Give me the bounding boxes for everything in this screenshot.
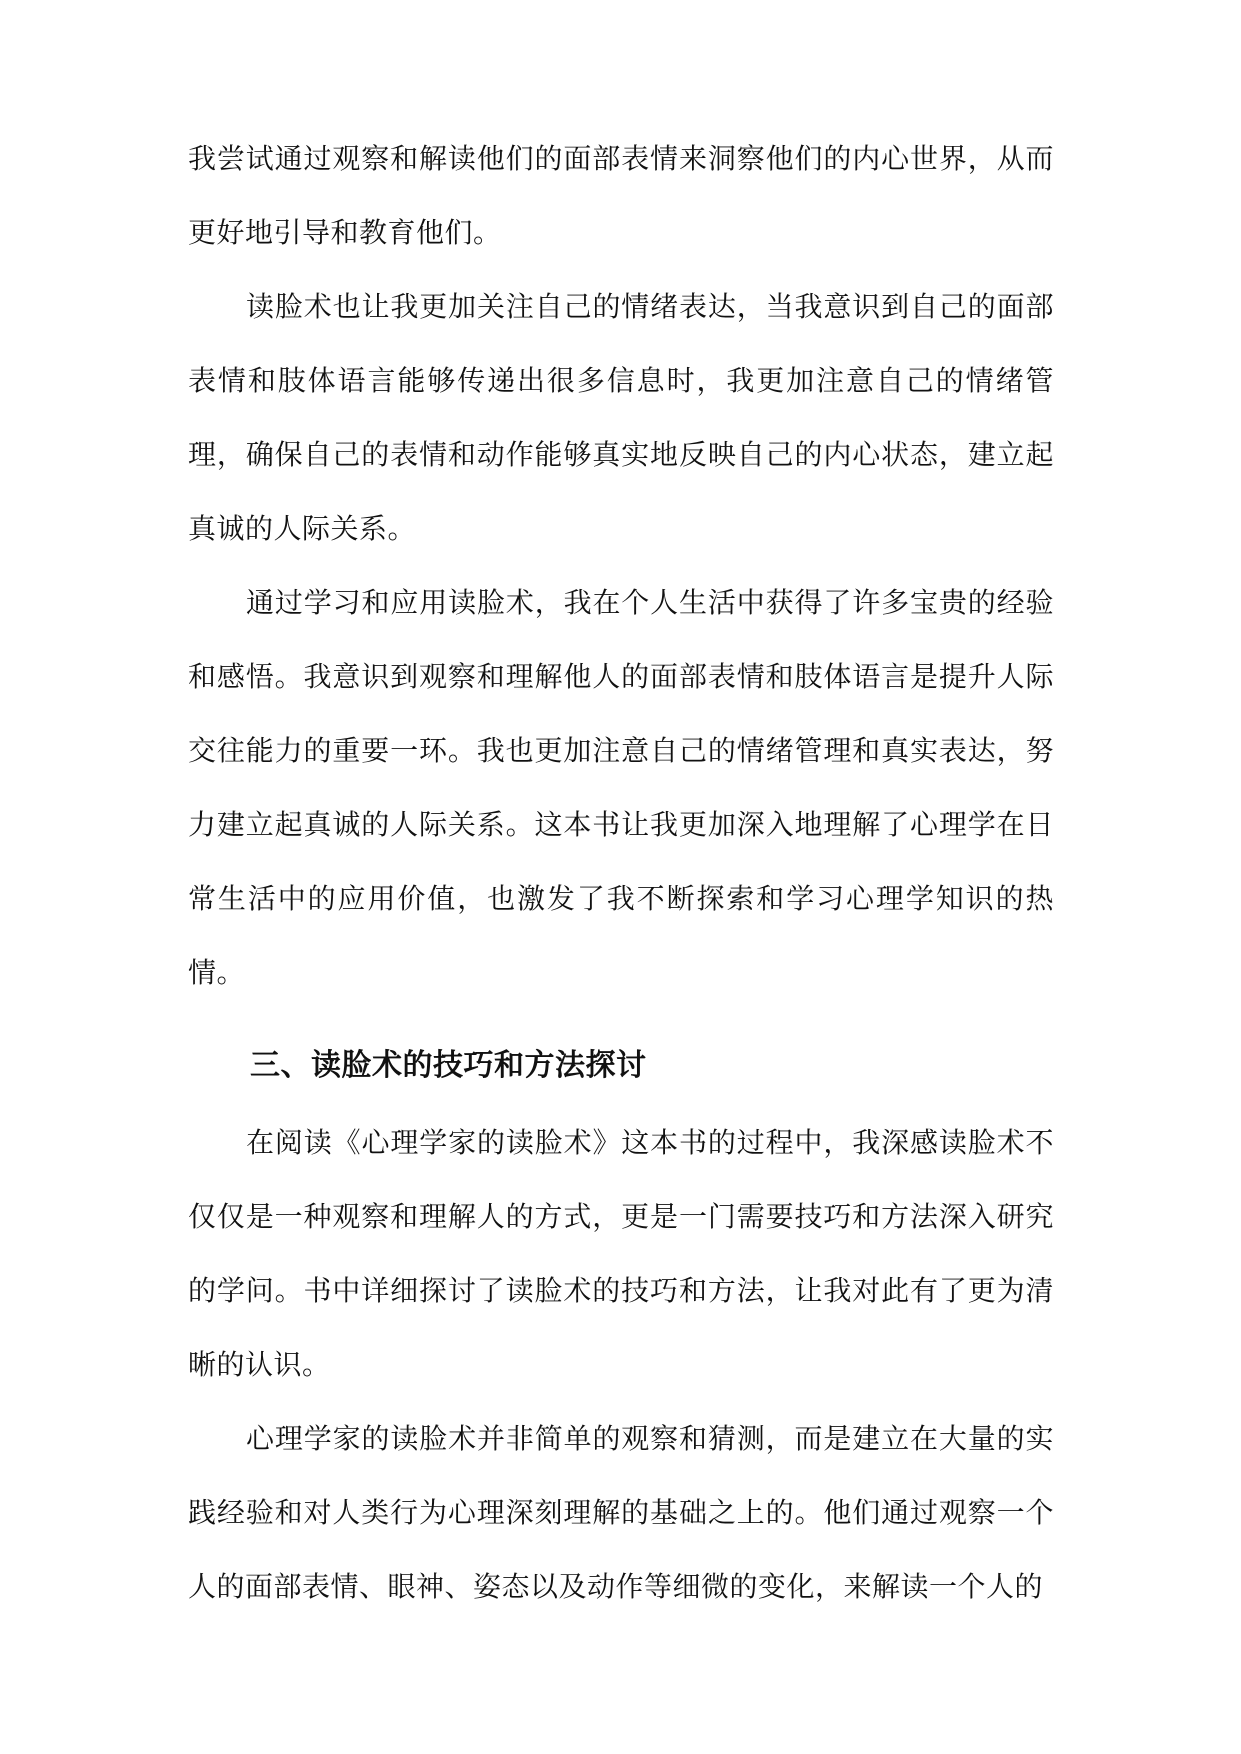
paragraph-1: 我尝试通过观察和解读他们的面部表情来洞察他们的内心世界，从而更好地引导和教育他们。: [188, 142, 1054, 249]
section-heading: 三、读脸术的技巧和方法探讨: [250, 1048, 647, 1083]
paragraph-4: 在阅读《心理学家的读脸术》这本书的过程中，我深感读脸术不仅仅是一种观察和理解人的方式，更是一门需要技巧和方法深入研究的学问。书中详细探讨了读脸术的技巧和方法，让我对此有了更为清晰的认识。: [188, 1126, 1054, 1381]
paragraph-2: 读脸术也让我更加关注自己的情绪表达，当我意识到自己的面部表情和肢体语言能够传递出很多信息时，我更加注意自己的情绪管理，确保自己的表情和动作能够真实地反映自己的内心状态，建立起真诚的人际关系。: [188, 290, 1054, 545]
document-page: [188, 122, 1054, 1624]
paragraph-3: 通过学习和应用读脸术，我在个人生活中获得了许多宝贵的经验和感悟。我意识到观察和理解他人的面部表情和肢体语言是提升人际交往能力的重要一环。我也更加注意自己的情绪管理和真实表达，努力建立起真诚的人际关系。这本书让我更加深入地理解了心理学在日常生活中的应用价值，也激发了我不断探索和学习心理学知识的热情。: [188, 586, 1054, 989]
paragraph-5: 心理学家的读脸术并非简单的观察和猜测，而是建立在大量的实践经验和对人类行为心理深刻理解的基础之上的。他们通过观察一个人的面部表情、眼神、姿态以及动作等细微的变化，来解读一个人的: [188, 1422, 1054, 1603]
